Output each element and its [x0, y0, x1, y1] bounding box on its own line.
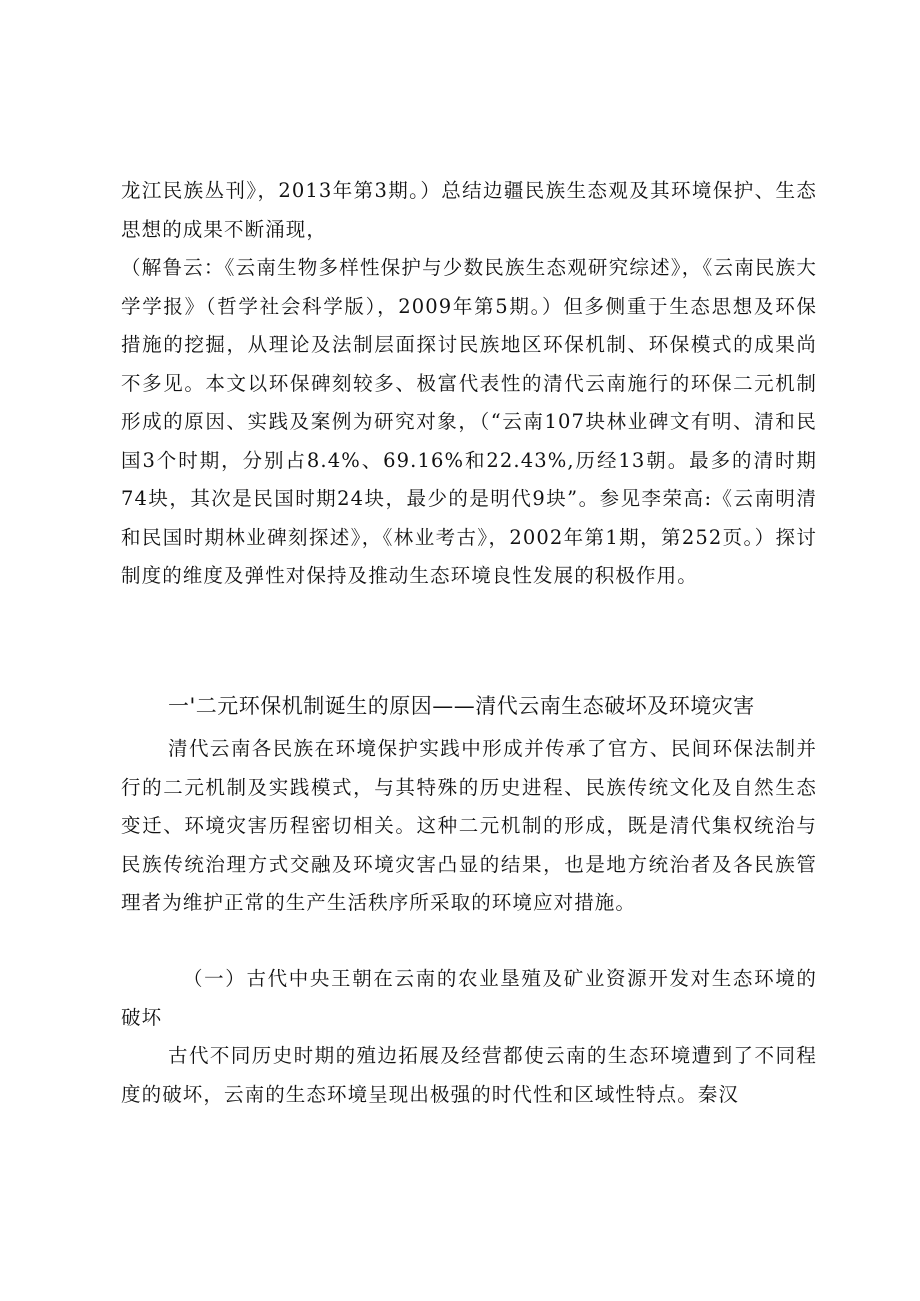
section-heading: 一'二元环保机制诞生的原因——清代云南生态破坏及环境灾害	[168, 694, 755, 718]
subsection-heading: （一）古代中央王朝在云南的农业垦殖及矿业资源开发对生态环境的破坏	[121, 967, 817, 1029]
body-paragraph-1: 龙江民族丛刊》，2013年第3期。）总结边疆民族生态观及其环境保护、生态思想的成果不断涌现，	[121, 179, 817, 241]
body-paragraph-2: （解鲁云：《云南生物多样性保护与少数民族生态观研究综述》，《云南民族大学学报》（哲学社会科学版），2009年第5期。）但多侧重于生态思想及环保措施的挖掘，从理论及法制层面探讨民族地区环保机制、环保模式的成果尚不多见。本文以环保碑刻较多、极富代表性的清代云南施行的环保二元机制形成的原因、实践及案例为研究对象，（“云南107块林业碑文有明、清和民国3个时期，分别占8.4%、69.16%和22.43%,历经13朝。最多的清时期74块，其次是民国时期24块，最少的是明代9块”。参见李荣高:《云南明清和民国时期林业碑刻探述》，《林业考古》，2002年第1期，第252页。）探讨制度的维度及弹性对保持及推动生态环境良性发展的积极作用。	[121, 256, 817, 587]
subsection-paragraph: 古代不同历史时期的殖边拓展及经营都使云南的生态环境遭到了不同程度的破坏，云南的生态环境呈现出极强的时代性和区域性特点。秦汉	[121, 1044, 817, 1106]
section-paragraph: 清代云南各民族在环境保护实践中形成并传承了官方、民间环保法制并行的二元机制及实践模式，与其特殊的历史进程、民族传统文化及自然生态变迁、环境灾害历程密切相关。这种二元机制的形成，既是清代集权统治与民族传统治理方式交融及环境灾害凸显的结果，也是地方统治者及各民族管理者为维护正常的生产生活秩序所采取的环境应对措施。	[121, 737, 817, 914]
